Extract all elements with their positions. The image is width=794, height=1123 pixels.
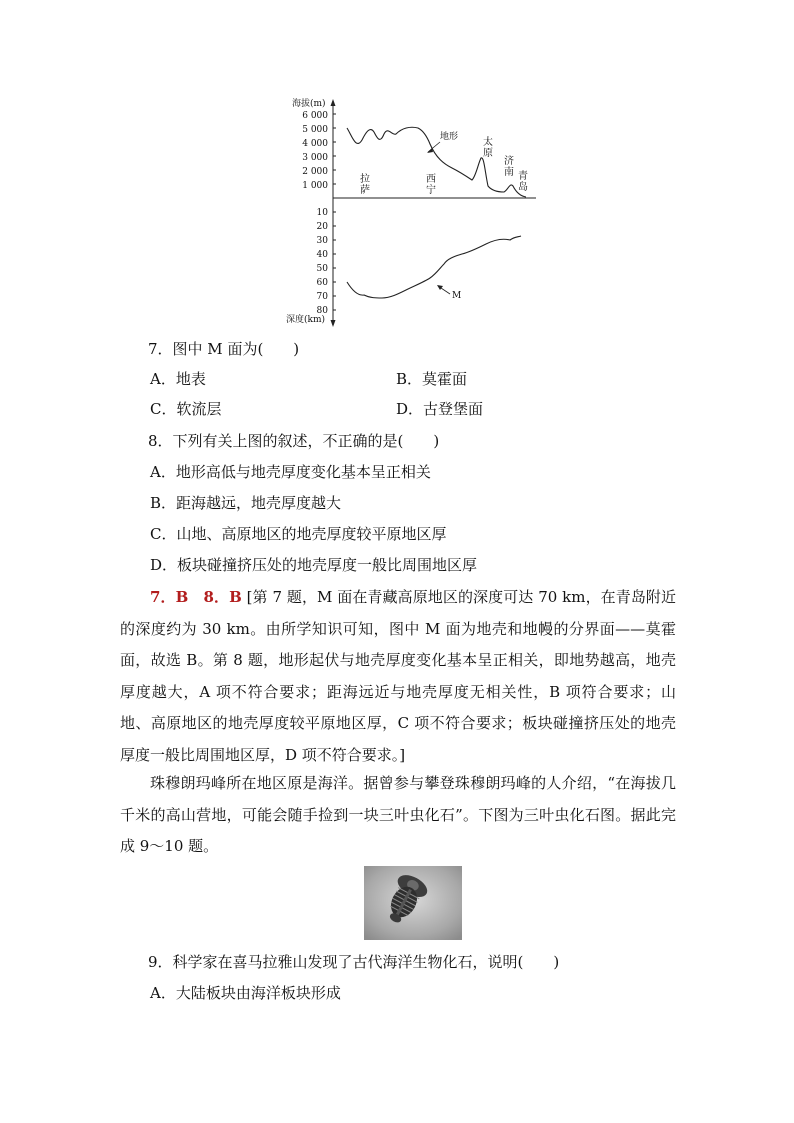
depth-tick: 50 (316, 264, 328, 274)
trilobite-fossil-image (364, 866, 462, 940)
place-jinan: 济 (504, 156, 514, 167)
place-qingdao: 岛 (518, 182, 528, 193)
q7-option-c: C．软流层 (150, 400, 222, 418)
terrain-crust-profile-figure (280, 92, 550, 328)
depth-tick: 70 (316, 292, 328, 302)
depth-tick: 80 (316, 306, 328, 316)
elevation-axis-label: 海拔(m) (292, 99, 326, 109)
elev-tick: 1 000 (302, 181, 328, 191)
terrain-label: 地形 (440, 132, 459, 142)
depth-tick: 30 (316, 236, 328, 246)
depth-axis-label: 深度(km) (286, 315, 326, 325)
q8-option-c: C．山地、高原地区的地壳厚度较平原地区厚 (150, 525, 447, 543)
q8-option-a: A．地形高低与地壳厚度变化基本呈正相关 (150, 463, 431, 481)
elev-tick: 4 000 (302, 139, 328, 149)
axis-arrow-up-icon (331, 99, 336, 106)
answer-explanation (120, 582, 676, 771)
answer-text: [第 7 题，M 面在青藏高原地区的深度可达 70 km，在青岛附近的深度约为 30 km。由所学知识可知，图中 M 面为地壳和地幔的分界面——莫霍面，故选 B。第 8 题，地形起伏与地壳厚度变化基本呈正相关，即地势越高，地壳厚度越大，A 项不符合要求；距海远近与地壳厚度无相关性，B 项符合要求；山地、高原地区的地壳厚度较平原地区厚，C 项不符合要求；板块碰撞挤压处的地壳厚度一般比周围地区厚，D 项不符合要求。] (120, 588, 676, 764)
moho-curve (347, 236, 521, 298)
q8-option-b: B．距海越远，地壳厚度越大 (150, 494, 342, 512)
place-lasa: 萨 (360, 185, 370, 196)
q8-stem: 8．下列有关上图的叙述，不正确的是( ) (148, 432, 440, 450)
m-surface-label: M (452, 291, 462, 301)
place-xining: 西 (426, 174, 436, 185)
place-taiyuan: 原 (483, 148, 493, 159)
place-jinan: 南 (504, 167, 514, 178)
elev-tick: 6 000 (302, 111, 328, 121)
place-taiyuan: 太 (483, 137, 493, 148)
depth-tick: 40 (316, 250, 328, 260)
q8-option-d: D．板块碰撞挤压处的地壳厚度一般比周围地区厚 (150, 556, 478, 574)
q9-option-a: A．大陆板块由海洋板块形成 (150, 984, 341, 1002)
depth-tick: 10 (316, 208, 328, 218)
q7-option-b: B．莫霍面 (396, 370, 468, 388)
axis-arrow-down-icon (331, 320, 336, 327)
q9-stem: 9．科学家在喜马拉雅山发现了古代海洋生物化石，说明( ) (148, 953, 560, 971)
place-lasa: 拉 (360, 174, 370, 185)
q7-stem: 7．图中 M 面为( ) (148, 340, 300, 358)
pointer-arrow-icon (427, 148, 433, 153)
elev-tick: 2 000 (302, 167, 328, 177)
place-qingdao: 青 (518, 171, 528, 182)
answer-key: 7．B 8．B (150, 588, 242, 606)
elev-tick: 3 000 (302, 153, 328, 163)
place-xining: 宁 (426, 185, 436, 196)
depth-tick: 20 (316, 222, 328, 232)
intro-paragraph: 珠穆朗玛峰所在地区原是海洋。据曾参与攀登珠穆朗玛峰的人介绍，“在海拔几千米的高山营地，可能会随手捡到一块三叶虫化石”。下图为三叶虫化石图。据此完成 9～10 题。 (120, 774, 676, 855)
q7-option-a: A．地表 (150, 370, 206, 388)
depth-tick: 60 (316, 278, 328, 288)
profile-svg (280, 92, 550, 328)
pointer-arrow-icon (437, 285, 443, 290)
elev-tick: 5 000 (302, 125, 328, 135)
terrain-curve (347, 127, 526, 197)
q7-option-d: D．古登堡面 (396, 400, 484, 418)
